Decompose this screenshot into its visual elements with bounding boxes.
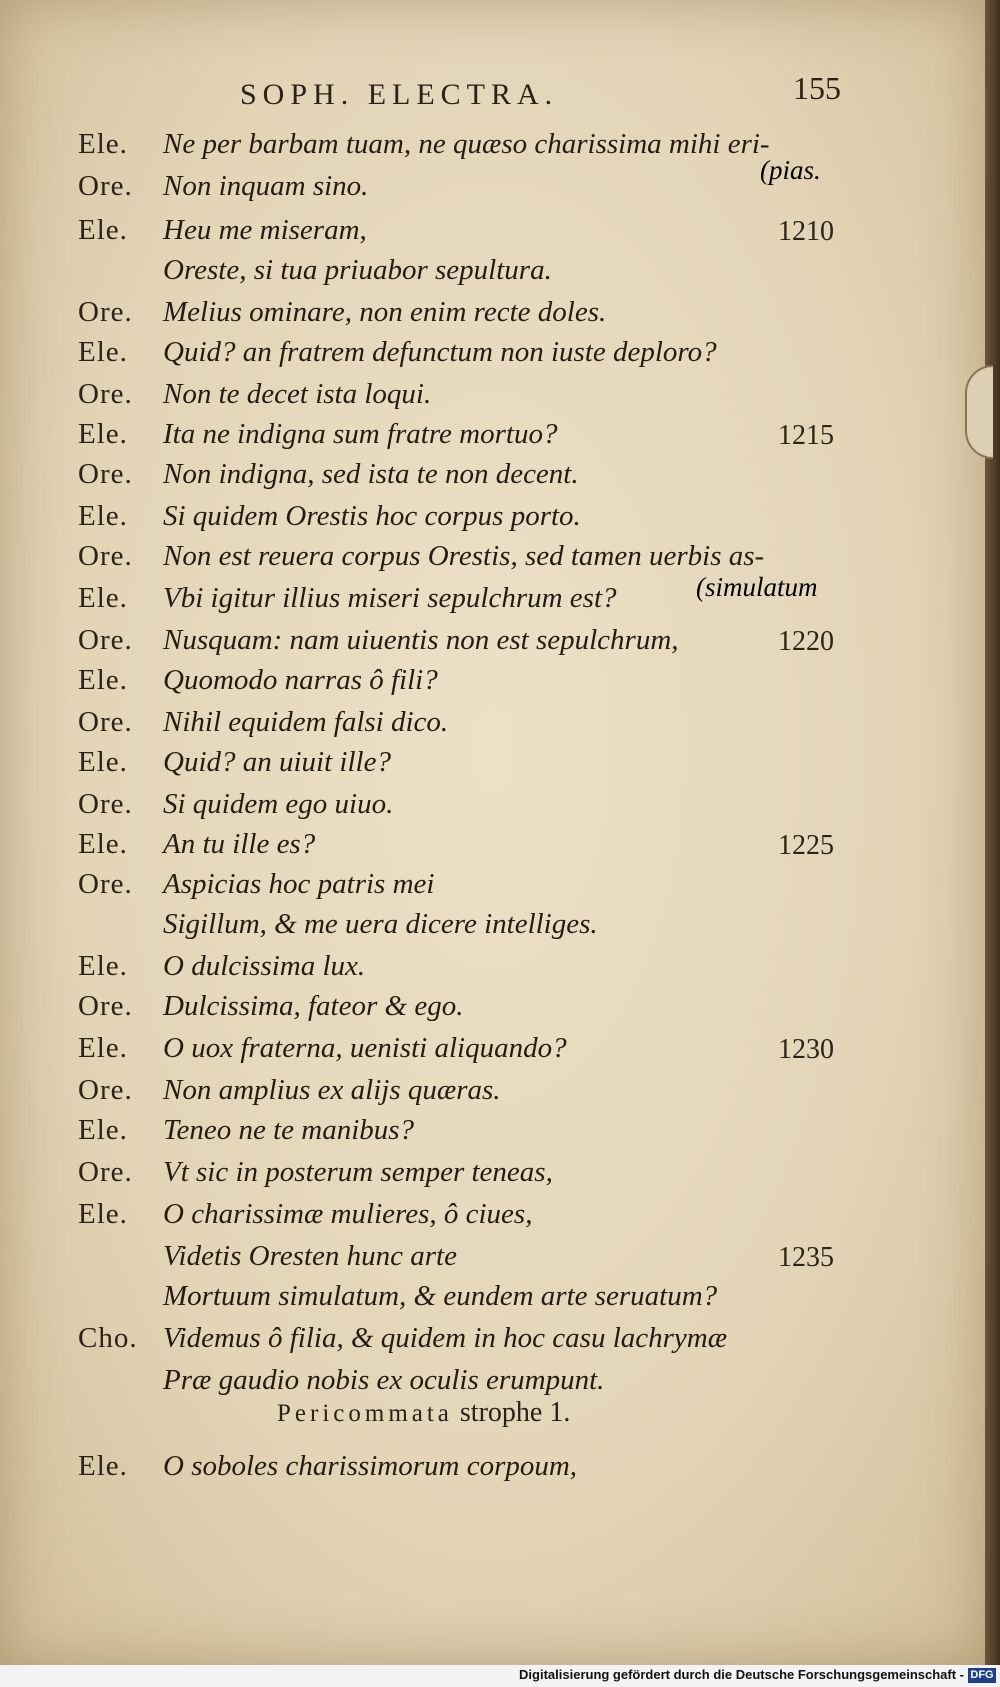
speaker-label: Ele. [78, 1198, 128, 1230]
section-heading [277, 1397, 570, 1429]
verse-line: Videtis Oresten hunc arte [163, 1240, 457, 1272]
speaker-label: Ore. [78, 378, 133, 410]
running-head: SOPH. ELECTRA. [240, 78, 559, 111]
line-number: 1210 [778, 216, 834, 247]
section-heading-caps: Pericommata [277, 1400, 453, 1427]
verse-line: Vt sic in posterum semper teneas, [163, 1156, 553, 1188]
verse-line: Oreste, si tua priuabor sepultura. [163, 254, 552, 286]
verse-line: Si quidem ego uiuo. [163, 788, 394, 820]
verse-line: Non est reuera corpus Orestis, sed tamen uerbis as- [163, 540, 765, 572]
verse-line: Præ gaudio nobis ex oculis erumpunt. [163, 1364, 605, 1396]
line-number: 1235 [778, 1242, 834, 1273]
speaker-label: Ele. [78, 746, 128, 778]
verse-line: Sigillum, & me uera dicere intelliges. [163, 908, 598, 940]
book-edge [985, 0, 1000, 1687]
verse-line: O charissimæ mulieres, ô ciues, [163, 1198, 533, 1230]
speaker-label: Ele. [78, 418, 128, 450]
speaker-label: Ore. [78, 1156, 133, 1188]
speaker-label: Ele. [78, 1450, 128, 1482]
speaker-label: Ele. [78, 582, 128, 614]
speaker-label: Ore. [78, 458, 133, 490]
marginal-note-simulatum: (simulatum [696, 572, 818, 602]
speaker-label: Ele. [78, 828, 128, 860]
digitization-credit: Digitalisierung gefördert durch die Deutsche Forschungsgemeinschaft - [519, 1667, 964, 1682]
page-number: 155 [793, 70, 841, 106]
verse-line: Quid? an uiuit ille? [163, 746, 391, 778]
verse-line: Ne per barbam tuam, ne quæso charissima mihi eri- [163, 128, 770, 160]
verse-line: Teneo ne te manibus? [163, 1114, 415, 1146]
speaker-label: Ele. [78, 336, 128, 368]
verse-line: Quomodo narras ô fili? [163, 664, 438, 696]
line-number: 1230 [778, 1034, 834, 1065]
verse-line: Ita ne indigna sum fratre mortuo? [163, 418, 558, 450]
dfg-logo: DFG [968, 1668, 996, 1683]
speaker-label: Ele. [78, 128, 128, 160]
speaker-label: Ore. [78, 170, 133, 202]
page-tab-mark [965, 365, 993, 459]
verse-line: Quid? an fratrem defunctum non iuste deploro? [163, 336, 717, 368]
verse-line: O uox fraterna, uenisti aliquando? [163, 1032, 567, 1064]
line-number: 1225 [778, 830, 834, 861]
verse-line: Non inquam sino. [163, 170, 369, 202]
speaker-label: Ele. [78, 500, 128, 532]
verse-line: Vbi igitur illius miseri sepulchrum est? [163, 582, 617, 614]
verse-line: An tu ille es? [163, 828, 316, 860]
speaker-label: Ele. [78, 1114, 128, 1146]
speaker-label: Ore. [78, 788, 133, 820]
speaker-label: Ore. [78, 296, 133, 328]
speaker-label: Ele. [78, 950, 128, 982]
verse-line: Non indigna, sed ista te non decent. [163, 458, 579, 490]
speaker-label: Ore. [78, 868, 133, 900]
speaker-label: Ele. [78, 1032, 128, 1064]
verse-line: Mortuum simulatum, & eundem arte seruatum? [163, 1280, 718, 1312]
verse-line: Non te decet ista loqui. [163, 378, 432, 410]
verse-line: Nusquam: nam uiuentis non est sepulchrum, [163, 624, 679, 656]
line-number: 1220 [778, 626, 834, 657]
speaker-label: Ele. [78, 664, 128, 696]
speaker-label: Ore. [78, 1074, 133, 1106]
marginal-note-pias: (pias. [760, 155, 821, 185]
verse-line: Si quidem Orestis hoc corpus porto. [163, 500, 581, 532]
verse-line: Non amplius ex alijs quæras. [163, 1074, 501, 1106]
verse-line: Nihil equidem falsi dico. [163, 706, 449, 738]
speaker-label: Cho. [78, 1322, 138, 1354]
section-heading-rest: strophe 1. [452, 1397, 571, 1428]
verse-line: Melius ominare, non enim recte doles. [163, 296, 607, 328]
speaker-label: Ore. [78, 706, 133, 738]
verse-line: Videmus ô filia, & quidem in hoc casu lachrymæ [163, 1322, 728, 1354]
verse-line: O soboles charissimorum corpoum, [163, 1450, 578, 1482]
verse-line: O dulcissima lux. [163, 950, 366, 982]
speaker-label: Ore. [78, 990, 133, 1022]
line-number: 1215 [778, 420, 834, 451]
verse-line: Heu me miseram, [163, 214, 367, 246]
speaker-label: Ore. [78, 624, 133, 656]
verse-line: Dulcissima, fateor & ego. [163, 990, 464, 1022]
verse-line: Aspicias hoc patris mei [163, 868, 435, 900]
speaker-label: Ore. [78, 540, 133, 572]
speaker-label: Ele. [78, 214, 128, 246]
